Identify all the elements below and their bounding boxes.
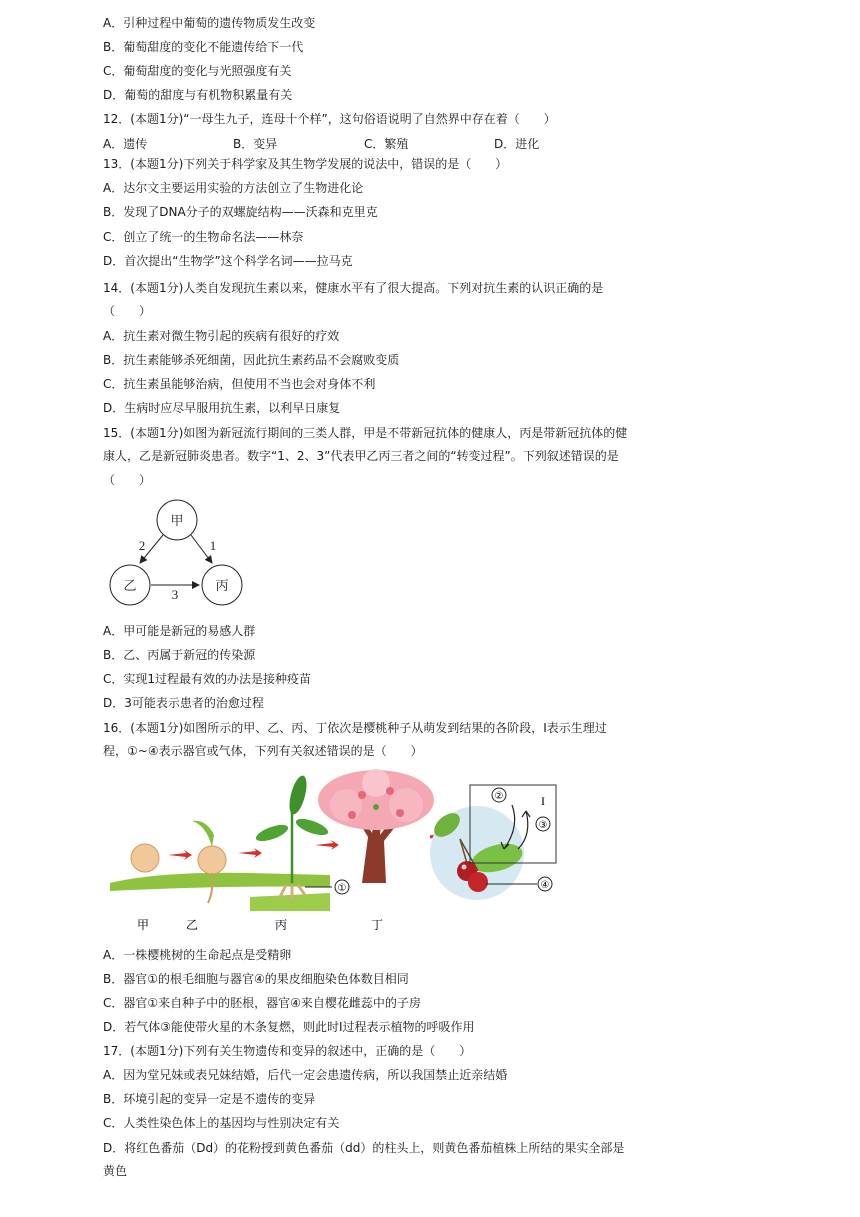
q12-option-d: D．进化: [494, 137, 540, 151]
arrow-1-label: 1: [209, 538, 217, 553]
cherry-fruit-icon: [468, 872, 488, 892]
arrow-icon: [168, 850, 192, 860]
arrow-icon: [238, 848, 262, 858]
q14-option-a: A．抗生素对微生物引起的疾病有很好的疗效: [103, 329, 340, 343]
stage-label-ding: 丁: [370, 918, 384, 932]
stage-label-yi: 乙: [185, 918, 199, 932]
q11-option-d: D．葡萄的甜度与有机物积累量有关: [103, 88, 293, 102]
seed-icon: [131, 844, 159, 872]
q14-option-c: C．抗生素虽能够治病，但使用不当也会对身体不利: [103, 377, 376, 391]
leaf-icon: [286, 774, 310, 816]
q14-stem-line1: 14．(本题1分)人类自发现抗生素以来，健康水平有了很大提高。下列对抗生素的认识正确的是: [103, 281, 604, 295]
q13-option-a: A．达尔文主要运用实验的方法创立了生物进化论: [103, 181, 364, 195]
arrow-2-label: 2: [138, 538, 146, 553]
q15-option-b: B．乙、丙属于新冠的传染源: [103, 648, 256, 662]
q16-option-c: C．器官①来自种子中的胚根，器官④来自樱花雌蕊中的子房: [103, 996, 421, 1010]
q16-option-b: B．器官①的根毛细胞与器官④的果皮细胞染色体数目相同: [103, 972, 409, 986]
marker-1-label: ①: [337, 883, 347, 894]
q13-stem: 13．(本题1分)下列关于科学家及其生物学发展的说法中，错误的是（ ）: [103, 157, 508, 171]
q17-option-c: C．人类性染色体上的基因均与性别决定有关: [103, 1116, 340, 1130]
marker-I-label: I: [541, 794, 545, 808]
ground-strip-right: [250, 893, 330, 911]
q16-option-d: D．若气体③能使带火星的木条复燃，则此时Ⅰ过程表示植物的呼吸作用: [103, 1020, 475, 1034]
q12-stem: 12．(本题1分)“一母生九子，连母十个样”，这句俗语说明了自然界中存在着（ ）: [103, 112, 556, 126]
q15-option-d: D．3可能表示患者的治愈过程: [103, 696, 264, 710]
q13-option-c: C．创立了统一的生物命名法——林奈: [103, 230, 304, 244]
blossom-dot-icon: [348, 811, 356, 819]
blossom-dot-icon: [386, 787, 394, 795]
node-jia-label: 甲: [170, 514, 184, 529]
marker-4-label: ④: [540, 880, 550, 891]
stage-label-jia: 甲: [136, 918, 150, 932]
q11-option-b: B．葡萄甜度的变化不能遗传给下一代: [103, 40, 304, 54]
blossom-cluster-icon: [362, 769, 390, 797]
q14-stem-line2: （ ）: [103, 304, 152, 318]
q15-stem-line2: 康人，乙是新冠肺炎患者。数字“1、2、3”代表甲乙丙三者之间的“转变过程”。下列叙述错误的是: [103, 449, 619, 463]
germinating-seed-icon: [198, 846, 226, 874]
stage-label-bing: 丙: [274, 918, 288, 932]
q15-stem-line1: 15．(本题1分)如图为新冠流行期间的三类人群，甲是不带新冠抗体的健康人，丙是带新冠抗体的健: [103, 426, 628, 440]
q16-stem-line2: 程，①~④表示器官或气体，下列有关叙述错误的是（ ）: [103, 744, 423, 758]
q11-option-a: A．引种过程中葡萄的遗传物质发生改变: [103, 16, 316, 30]
blossom-dot-icon: [358, 791, 366, 799]
q17-option-a: A．因为堂兄妹或表兄妹结婚，后代一定会患遗传病，所以我国禁止近亲结婚: [103, 1068, 508, 1082]
arrow-icon: [315, 840, 339, 850]
blossom-dot-icon: [396, 809, 404, 817]
q12-option-c: C．繁殖: [364, 137, 409, 151]
arrowhead: [522, 811, 530, 817]
ground-strip-left: [110, 873, 330, 891]
q12-option-a: A．遗传: [103, 137, 148, 151]
arrow-3-label: 3: [171, 587, 179, 602]
blossom-cluster-icon: [330, 789, 362, 821]
q14-option-b: B．抗生素能够杀死细菌，因此抗生素药品不会腐败变质: [103, 353, 400, 367]
leaf-icon: [294, 816, 330, 839]
q17-stem: 17．(本题1分)下列有关生物遗传和变异的叙述中，正确的是（ ）: [103, 1044, 472, 1058]
q13-option-b: B．发现了DNA分子的双螺旋结构——沃森和克里克: [103, 205, 378, 219]
q12-option-b: B．变异: [233, 137, 278, 151]
q14-option-d: D．生病时应尽早服用抗生素，以利早日康复: [103, 401, 341, 415]
q15-option-a: A．甲可能是新冠的易感人群: [103, 624, 256, 638]
marker-3-label: ③: [538, 820, 548, 831]
q15-option-c: C．实现1过程最有效的办法是接种疫苗: [103, 672, 312, 686]
q13-option-d: D．首次提出“生物学”这个科学名词——拉马克: [103, 254, 353, 268]
q16-stem-line1: 16．(本题1分)如图所示的甲、乙、丙、丁依次是樱桃种子从萌发到结果的各阶段，Ⅰ表示生理过: [103, 721, 607, 735]
marker-2-label: ②: [494, 791, 504, 802]
q11-option-c: C．葡萄甜度的变化与光照强度有关: [103, 64, 292, 78]
q17-option-d-line1: D．将红色番茄（Dd）的花粉授到黄色番茄（dd）的柱头上，则黄色番茄植株上所结的果实全部是: [103, 1141, 625, 1155]
sprout-leaf-icon: [192, 821, 214, 847]
q15-stem-line3: （ ）: [103, 473, 152, 487]
q16-option-a: A．一株樱桃树的生命起点是受精卵: [103, 948, 292, 962]
q15-transition-diagram: [100, 495, 260, 615]
q16-cherry-lifecycle-figure: [100, 765, 570, 937]
q17-option-d-line2: 黄色: [103, 1164, 128, 1178]
leaf-icon: [254, 822, 290, 845]
q17-option-b: B．环境引起的变异一定是不遗传的变异: [103, 1092, 316, 1106]
node-bing-label: 丙: [215, 579, 229, 594]
leaf-dot-icon: [373, 804, 379, 810]
node-yi-label: 乙: [123, 579, 137, 594]
highlight-dot: [462, 865, 467, 870]
blossom-cluster-icon: [389, 788, 423, 822]
